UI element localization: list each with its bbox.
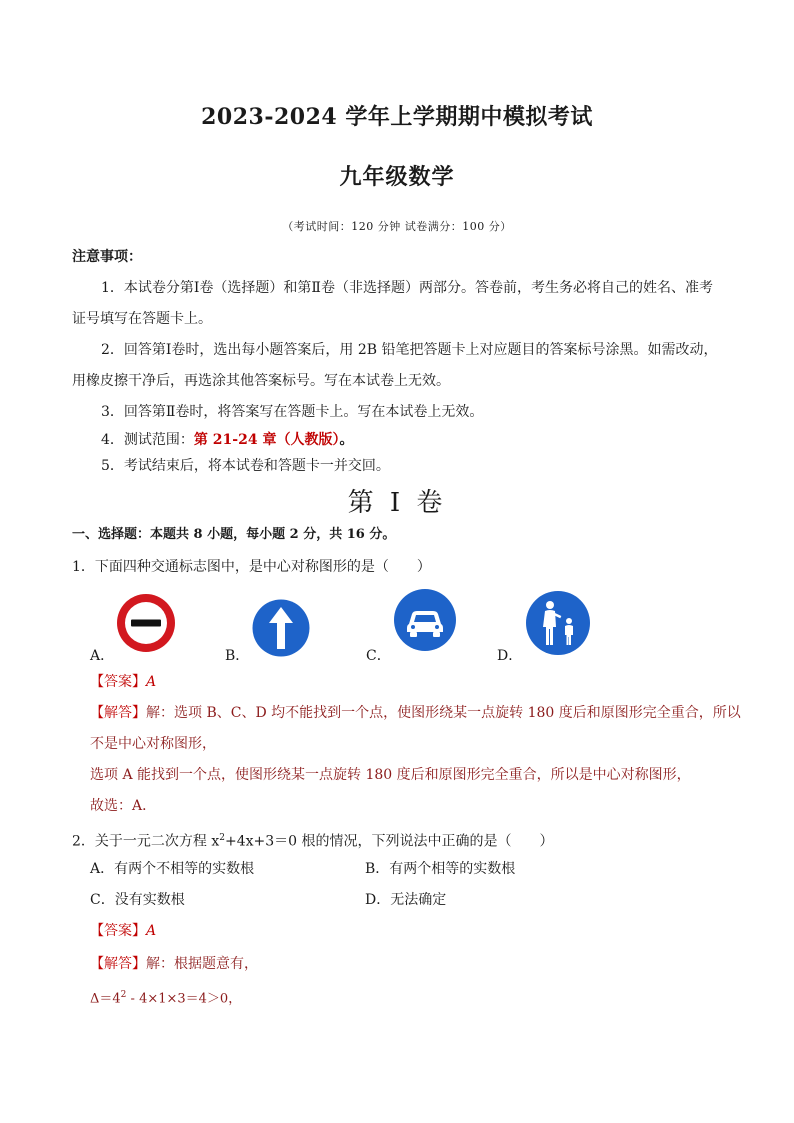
note-item-2-line-1: 2．回答第Ⅰ卷时，选出每小题答案后，用 2B 铅笔把答题卡上对应题目的答案标号涂黑。如需改动， — [101, 342, 718, 358]
straight-arrow-sign-icon — [252, 599, 310, 657]
note-item-3: 3．回答第Ⅱ卷时，将答案写在答题卡上。写在本试卷上无效。 — [101, 404, 484, 420]
q2-option-c: C．没有实数根 — [90, 892, 185, 908]
section-instruction-text: 一、选择题：本题共 8 小题，每小题 2 分，共 16 分。 — [72, 527, 396, 542]
q2-formula-suffix: - 4×1×3＝4＞0， — [126, 991, 242, 1007]
q1-analysis-line-1 — [90, 704, 741, 722]
section-instruction — [72, 526, 395, 544]
q2-formula-prefix: Δ＝4 — [90, 991, 121, 1007]
q2-discriminant-formula — [90, 986, 241, 1008]
q1-analysis-text-1: 解：选项 B、C、D 均不能找到一个点，使图形绕某一点旋转 180 度后和原图形完全重合，所以 — [146, 705, 741, 721]
test-range: 第 21-24 章（人教版） — [193, 432, 340, 448]
note-item-2-line-2: 用橡皮擦干净后，再选涂其他答案标号。写在本试卷上无效。 — [72, 373, 450, 389]
q1-stem: 1．下面四种交通标志图中，是中心对称图形的是（ ） — [72, 559, 431, 575]
notes-heading: 注意事项： — [72, 249, 142, 265]
q2-answer-label: 【答案】 — [90, 923, 146, 939]
note-item-4-suffix: 。 — [339, 432, 354, 448]
q2-analysis-line-1 — [90, 955, 258, 973]
note-item-5: 5．考试结束后，将本试卷和答题卡一并交回。 — [101, 458, 390, 474]
q1-analysis-line-2: 不是中心对称图形， — [90, 736, 216, 752]
car-sign-icon — [394, 589, 456, 651]
q2-analysis-text-1: 解：根据题意有， — [146, 956, 258, 972]
q2-option-b: B．有两个相等的实数根 — [365, 861, 516, 877]
note-item-1-line-1: 1．本试卷分第Ⅰ卷（选择题）和第Ⅱ卷（非选择题）两部分。答卷前，考生务必将自己的姓名、准考 — [101, 280, 713, 296]
q1-answer-label: 【答案】 — [90, 674, 146, 690]
note-item-1-line-2: 证号填写在答题卡上。 — [72, 311, 212, 327]
q1-option-b: B． — [225, 648, 250, 664]
q1-answer — [90, 673, 156, 691]
exam-info: （考试时间：120 分钟 试卷满分：100 分） — [282, 220, 512, 233]
q1-option-a: A． — [90, 648, 115, 664]
q2-option-d: D．无法确定 — [365, 892, 447, 908]
note-item-4-prefix: 4．测试范围： — [101, 432, 194, 448]
q2-stem-prefix: 2．关于一元二次方程 x — [72, 833, 220, 850]
document-title: 2023-2024 学年上学期期中模拟考试 — [201, 104, 593, 130]
no-entry-sign-icon — [116, 593, 176, 653]
q1-analysis-line-4: 故选：A． — [90, 798, 157, 814]
q2-analysis-label: 【解答】 — [90, 956, 146, 972]
q1-option-c: C． — [366, 648, 391, 664]
q1-option-d: D． — [497, 648, 523, 664]
q2-option-a: A．有两个不相等的实数根 — [90, 861, 255, 877]
q2-answer-value: A — [146, 923, 157, 939]
section-title: 第 I 卷 — [347, 488, 447, 518]
q2-formula-sup: 2 — [120, 990, 127, 1000]
q1-answer-value: A — [146, 674, 157, 690]
pedestrian-sign-icon — [526, 591, 590, 655]
q1-analysis-label: 【解答】 — [90, 705, 146, 721]
q2-stem-sup: 2 — [219, 833, 225, 843]
q2-stem — [72, 829, 554, 851]
q2-answer — [90, 922, 156, 940]
document-subtitle: 九年级数学 — [339, 164, 455, 190]
q1-analysis-line-3: 选项 A 能找到一个点，使图形绕某一点旋转 180 度后和原图形完全重合，所以是中心对称图形， — [90, 767, 691, 783]
note-item-4 — [101, 431, 353, 449]
q2-stem-suffix: +4x+3＝0 根的情况，下列说法中正确的是（ ） — [225, 833, 554, 850]
